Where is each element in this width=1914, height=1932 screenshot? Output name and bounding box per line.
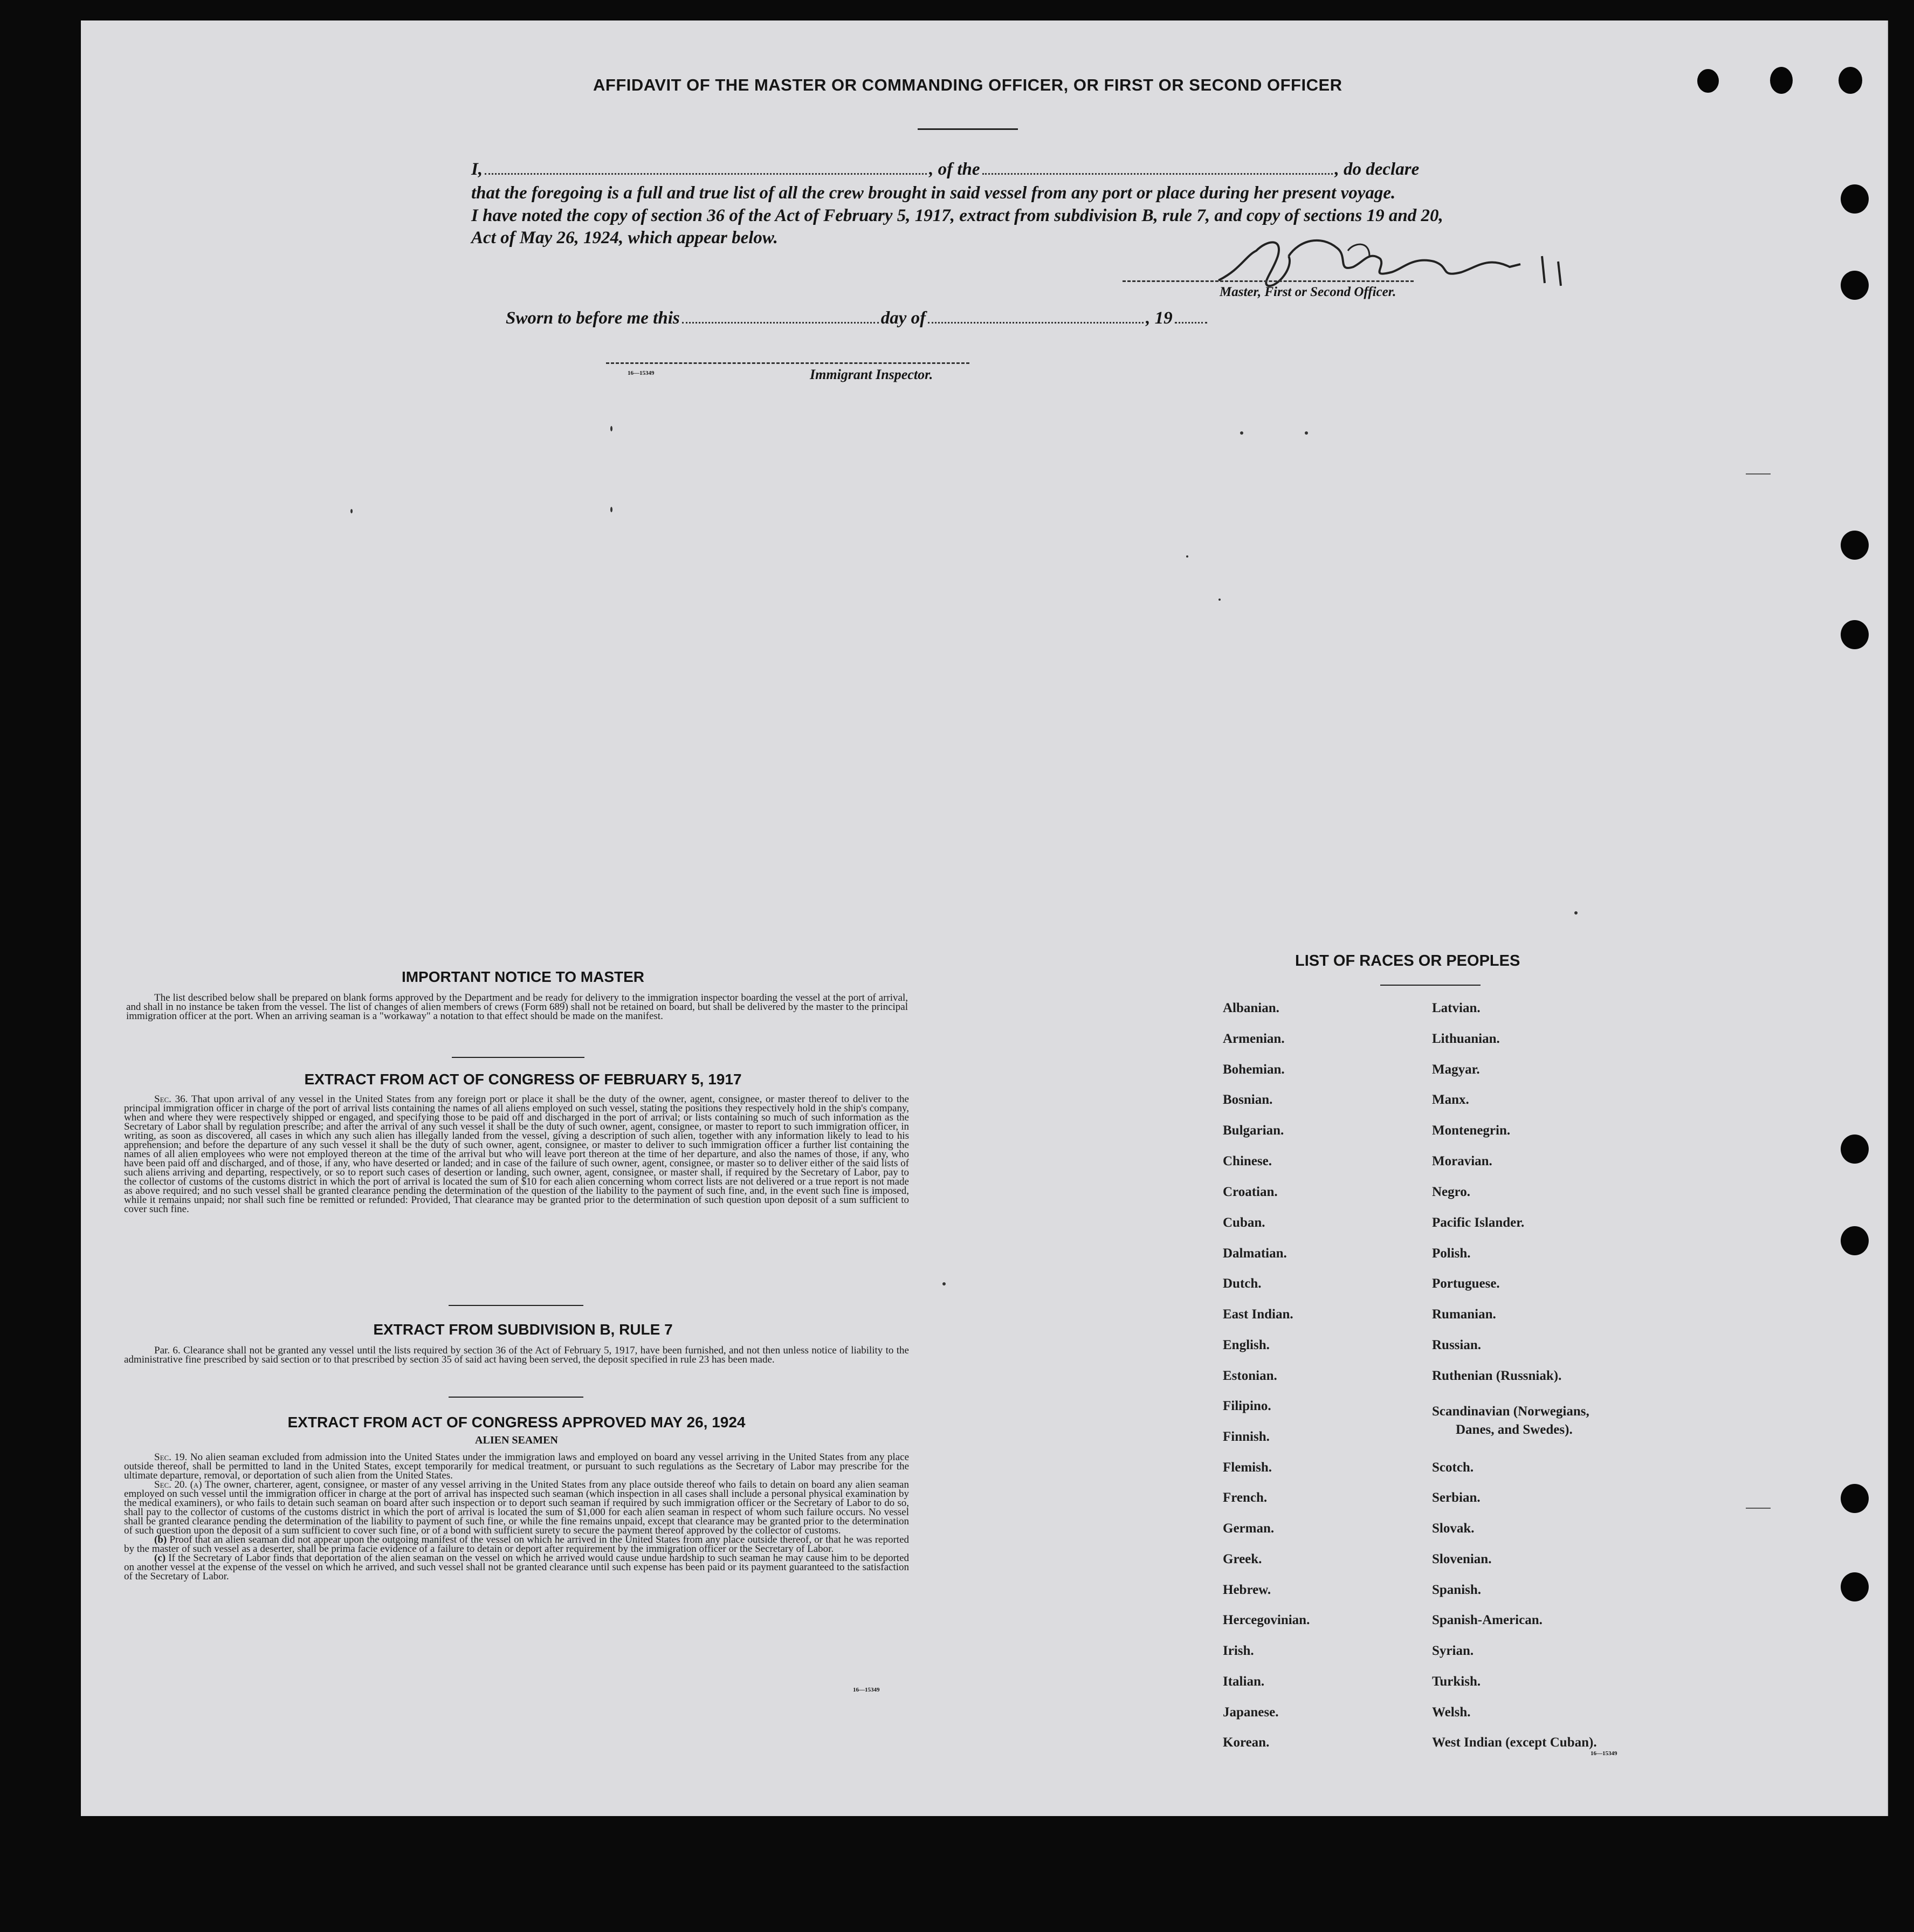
sec-20a-label: Sec. 20. (a) bbox=[154, 1479, 202, 1490]
sworn-line bbox=[506, 308, 1261, 328]
declaration-line-4: Act of May 26, 1924, which appear below. bbox=[471, 228, 778, 247]
sec-20b-paragraph bbox=[124, 1535, 909, 1553]
sworn-day-field[interactable] bbox=[682, 322, 879, 324]
scan-mark bbox=[1746, 473, 1771, 475]
sec-20a-paragraph bbox=[124, 1480, 909, 1535]
race-left: Bohemian. bbox=[1223, 1062, 1285, 1077]
punch-hole bbox=[1841, 1226, 1869, 1255]
race-right: Portuguese. bbox=[1432, 1276, 1500, 1291]
alien-seamen-subtitle: ALIEN SEAMEN bbox=[475, 1434, 558, 1446]
punch-hole bbox=[1770, 67, 1793, 94]
race-right: Magyar. bbox=[1432, 1062, 1480, 1077]
race-left: Korean. bbox=[1223, 1735, 1270, 1750]
vessel-label: , of the bbox=[929, 160, 980, 179]
act-1917-text bbox=[124, 1095, 909, 1214]
race-right: Russian. bbox=[1432, 1338, 1482, 1352]
punch-hole bbox=[1841, 1484, 1869, 1513]
rule-7-text bbox=[124, 1346, 909, 1364]
race-left: Japanese. bbox=[1223, 1705, 1279, 1720]
scan-speck bbox=[1574, 911, 1578, 915]
race-right: Slovak. bbox=[1432, 1521, 1475, 1536]
divider bbox=[449, 1397, 583, 1398]
signature-line bbox=[1123, 280, 1414, 282]
form-number-bottom-right: 16—15349 bbox=[1591, 1750, 1617, 1757]
punch-hole bbox=[1841, 1572, 1869, 1601]
sworn-year-field[interactable] bbox=[1175, 322, 1207, 324]
sec-36-body: That upon arrival of any vessel in the United States from any foreign port or place it shall be the duty of the owner, agent, consignee, or master thereof to deliver to the principal immigration officer in charge of the port of arrival lists containing the names of all aliens employed on such vessel, stating the positions they respectively hold in the ship's company, when and where they were respectively shipped or engaged, and specifying those to be paid off and discharged in the port of arrival; or lists containing so much of such information as the Secretary of Labor shall by regulation prescribe; and after the arrival of any such vessel it shall be the duty of such owner, agent, consignee, or master to report to such immigration officer, in writing, as soon as discovered, all cases in which any such alien has illegally landed from the vessel, giving a description of such alien, together with any information likely to lead to his apprehension; and before the departure of any such vessel it shall be the duty of such owner, agent, consignee, or master to deliver to such immigration officer a further list containing the names of all alien employees who were not employed thereon at the time of the arrival but who will leave port thereon at the time of her departure, and also the names of those, if any, who have been paid off and discharged, and of those, if any, who have deserted or landed; and in case of the failure of such owner, agent, consignee, or master so to deliver either of the said lists of such aliens arriving and departing, respectively, or so to report such cases of desertion or landing, such owner, agent, consignee, or master shall, if required by the Secretary of Labor, pay to the collector of customs of the customs district in which the port of arrival is located the sum of $10 for each alien concerning whom correct lists are not delivered or a true report is not made as above required; and no such vessel shall be granted clearance pending the determination of the question of the liability to the payment of such fine, and, in the event such fine is imposed, while it remains unpaid; nor shall such fine be remitted or refunded: Provided, That clearance may be granted prior to the determination of such question upon deposit of a sum sufficient to cover such fine. bbox=[124, 1094, 909, 1215]
divider bbox=[452, 1057, 584, 1058]
race-right: Polish. bbox=[1432, 1246, 1471, 1261]
year-label: , 19 bbox=[1146, 308, 1173, 328]
sec-20b-label: (b) bbox=[154, 1534, 167, 1545]
punch-hole bbox=[1841, 184, 1869, 214]
title-underline bbox=[918, 128, 1018, 130]
scan-speck bbox=[350, 509, 353, 513]
declaration-line-2: that the foregoing is a full and true list of all the crew brought in said vessel from any port or place during her present voyage. bbox=[471, 183, 1396, 203]
punch-hole bbox=[1841, 271, 1869, 300]
race-right: Spanish-American. bbox=[1432, 1613, 1543, 1627]
declarant-label: I, bbox=[471, 160, 483, 179]
race-right: Montenegrin. bbox=[1432, 1123, 1511, 1138]
race-right: Manx. bbox=[1432, 1092, 1469, 1107]
race-right: Rumanian. bbox=[1432, 1307, 1496, 1322]
race-left: Chinese. bbox=[1223, 1154, 1272, 1168]
sec-20c-paragraph bbox=[124, 1553, 909, 1581]
signature-caption: Master, First or Second Officer. bbox=[1220, 285, 1396, 299]
notice-body: The list described below shall be prepared on blank forms approved by the Department and be ready for delivery to the immigration inspector boarding the vessel at the port of arrival, and shall in no instance be taken from the vessel. The list of changes of alien members of crews (Form 689) shall not be retained on board, but shall be delivered by the master to the principal immigration officer at the port. When an arriving seaman is a "workaway" a notation to that effect should be made on the manifest. bbox=[126, 992, 908, 1022]
race-left: French. bbox=[1223, 1490, 1268, 1505]
race-left: Armenian. bbox=[1223, 1032, 1285, 1046]
notice-text bbox=[126, 993, 908, 1021]
race-left: Dutch. bbox=[1223, 1276, 1262, 1291]
scan-mark bbox=[1746, 1508, 1771, 1509]
race-right: West Indian (except Cuban). bbox=[1432, 1735, 1597, 1750]
scan-speck bbox=[610, 426, 612, 431]
race-left: Italian. bbox=[1223, 1674, 1265, 1689]
race-left: East Indian. bbox=[1223, 1307, 1293, 1322]
sec-20a-body: The owner, charterer, agent, consignee, or master of any vessel arriving in the United States from any place outside thereof who fails to detain on board any alien seaman employed on such vessel until the immigration officer in charge at the port of arrival has inspected such seaman (which inspection in all cases shall include a personal physical examination by the medical examiners), or who fails to detain such seaman on board after such inspection or to deport such seaman if required by such immigration officer or the Secretary of Labor to do so, shall pay to the collector of customs of the customs district in which the port of arrival is located the sum of $1,000 for each alien seaman in respect of whom such failure occurs. No vessel shall be granted clearance pending the determination of the liability to payment of such fine, or while the fine remains unpaid, except that clearance may be granted prior to the determination of such question upon the deposit of a sum sufficient to cover such fine, or of a bond with sufficient surety to secure the payment thereof approved by the collector of customs. bbox=[124, 1479, 909, 1536]
race-right-continued: Danes, and Swedes). bbox=[1456, 1422, 1573, 1437]
sec-20b-body: Proof that an alien seaman did not appear upon the outgoing manifest of the vessel on which he arrived in the United States from any place outside thereof, or that he was reported by the master of such vessel as a deserter, shall be prima facie evidence of a failure to detain or deport after requirement by the immigration officer or the Secretary of Labor. bbox=[124, 1534, 909, 1555]
act-1924-title: EXTRACT FROM ACT OF CONGRESS APPROVED MAY 26, 1924 bbox=[287, 1414, 746, 1431]
race-right: Pacific Islander. bbox=[1432, 1215, 1525, 1230]
race-right: Spanish. bbox=[1432, 1583, 1482, 1597]
race-left: Filipino. bbox=[1223, 1399, 1271, 1413]
race-left: English. bbox=[1223, 1338, 1270, 1352]
divider bbox=[449, 1305, 583, 1306]
punch-hole bbox=[1841, 531, 1869, 560]
punch-hole bbox=[1697, 69, 1719, 93]
affidavit-title: AFFIDAVIT OF THE MASTER OR COMMANDING OFFICER, OR FIRST OR SECOND OFFICER bbox=[593, 75, 1342, 94]
sec-20c-label: (c) bbox=[154, 1552, 166, 1564]
punch-hole bbox=[1841, 1135, 1869, 1164]
race-right: Syrian. bbox=[1432, 1644, 1474, 1658]
inspector-signature-line[interactable] bbox=[606, 362, 969, 364]
act-1917-title: EXTRACT FROM ACT OF CONGRESS OF FEBRUARY 5, 1917 bbox=[304, 1071, 742, 1088]
inspector-caption: Immigrant Inspector. bbox=[810, 367, 933, 382]
race-right: Serbian. bbox=[1432, 1490, 1481, 1505]
race-left: Albanian. bbox=[1223, 1001, 1279, 1015]
race-right: Welsh. bbox=[1432, 1705, 1471, 1720]
sec-19-body: No alien seaman excluded from admission into the United States under the immigration laws and employed on board any vessel arriving in the United States from any place outside thereof, shall be permitted to land in the United States, except temporarily for medical treatment, or pursuant to such regulations as the Secretary of Labor may prescribe for the ultimate departure, removal, or deportation of such alien from the United States. bbox=[124, 1452, 910, 1481]
punch-hole bbox=[1841, 620, 1869, 649]
sworn-month-field[interactable] bbox=[928, 322, 1144, 324]
sec-36-label: Sec. 36. bbox=[154, 1094, 188, 1105]
race-right: Turkish. bbox=[1432, 1674, 1481, 1689]
race-left: Dalmatian. bbox=[1223, 1246, 1287, 1261]
race-right: Lithuanian. bbox=[1432, 1032, 1500, 1046]
punch-hole bbox=[1839, 67, 1862, 94]
race-left: Hercegovinian. bbox=[1223, 1613, 1310, 1627]
race-right: Slovenian. bbox=[1432, 1552, 1492, 1566]
form-number-bottom-left: 16—15349 bbox=[853, 1687, 880, 1693]
race-left: German. bbox=[1223, 1521, 1275, 1536]
declarant-name-field[interactable] bbox=[485, 173, 927, 175]
sec-19-label: Sec. 19. bbox=[154, 1452, 188, 1463]
race-left: Hebrew. bbox=[1223, 1583, 1271, 1597]
race-left: Cuban. bbox=[1223, 1215, 1265, 1230]
races-title-underline bbox=[1380, 985, 1481, 986]
race-left: Irish. bbox=[1223, 1644, 1254, 1658]
race-right: Moravian. bbox=[1432, 1154, 1492, 1168]
form-number-top: 16—15349 bbox=[628, 370, 655, 376]
rule-7-title: EXTRACT FROM SUBDIVISION B, RULE 7 bbox=[373, 1321, 673, 1338]
race-left: Flemish. bbox=[1223, 1460, 1272, 1475]
scan-speck bbox=[1305, 431, 1308, 435]
day-of-label: day of bbox=[880, 308, 926, 328]
officer-signature bbox=[1208, 218, 1596, 294]
sworn-label: Sworn to before me this bbox=[506, 308, 680, 328]
races-title: LIST OF RACES OR PEOPLES bbox=[1295, 952, 1520, 970]
race-left: Finnish. bbox=[1223, 1429, 1270, 1444]
race-right: Scotch. bbox=[1432, 1460, 1474, 1475]
race-left: Bulgarian. bbox=[1223, 1123, 1284, 1138]
vessel-name-field[interactable] bbox=[982, 173, 1333, 175]
sec-20c-body: If the Secretary of Labor finds that deportation of the alien seaman on the vessel on which he arrived would cause undue hardship to such seaman he may cause him to be deported on another vessel at the expense of the vessel on which he arrived, and such vessel shall not be granted clearance until such expense has been paid or its payment guaranteed to the satisfaction of the Secretary of Labor. bbox=[124, 1552, 910, 1582]
declaration-line-1 bbox=[471, 160, 1469, 180]
race-right: Scandinavian (Norwegians, bbox=[1432, 1404, 1589, 1419]
race-left: Estonian. bbox=[1223, 1369, 1277, 1383]
race-right: Latvian. bbox=[1432, 1001, 1481, 1015]
race-right: Ruthenian (Russniak). bbox=[1432, 1369, 1562, 1383]
act-1924-text bbox=[124, 1453, 909, 1581]
scan-speck bbox=[942, 1282, 946, 1285]
sec-19-paragraph bbox=[124, 1453, 909, 1480]
race-left: Croatian. bbox=[1223, 1185, 1278, 1199]
declaration-line-3: I have noted the copy of section 36 of the Act of February 5, 1917, extract from subdivision B, rule 7, and copy of sections 19 and 20, bbox=[471, 206, 1443, 225]
notice-title: IMPORTANT NOTICE TO MASTER bbox=[401, 968, 645, 985]
scan-speck bbox=[610, 507, 612, 512]
race-left: Bosnian. bbox=[1223, 1092, 1273, 1107]
scan-speck bbox=[1186, 555, 1188, 558]
do-declare-label: , do declare bbox=[1334, 160, 1420, 179]
scan-speck bbox=[1218, 599, 1221, 601]
race-right: Negro. bbox=[1432, 1185, 1471, 1199]
scan-speck bbox=[1240, 431, 1243, 435]
race-left: Greek. bbox=[1223, 1552, 1262, 1566]
par-6-body: Par. 6. Clearance shall not be granted any vessel until the lists required by section 36 of the Act of February 5, 1917, have been furnished, and not then unless notice of liability to the administrative fine prescribed by said section or to that prescribed by section 35 of said act having been served, the deposit specified in rule 23 has been made. bbox=[124, 1345, 909, 1365]
